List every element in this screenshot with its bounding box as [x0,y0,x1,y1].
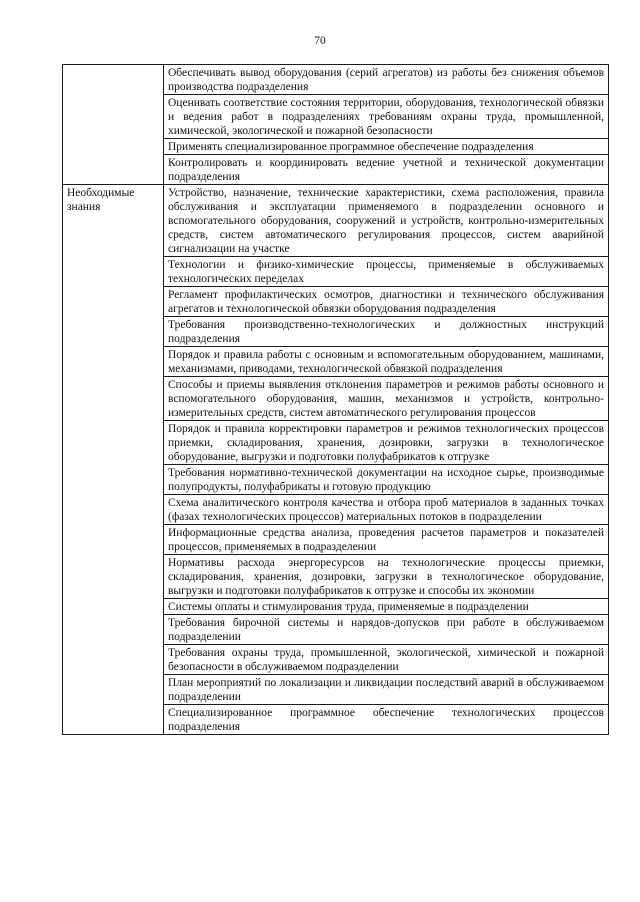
knowledge-label: Необходимые знания [63,185,164,735]
knowledge-item: Регламент профилактических осмотров, диагностики и технического обслуживания агрегатов и технологической обвязки оборудования подразделения [164,287,609,317]
knowledge-item: Специализированное программное обеспечение технологических процессов подразделения [164,705,609,735]
knowledge-item: Способы и приемы выявления отклонения параметров и режимов работы основного и вспомогательного оборудования, машин, механизмов и устройств, контрольно-измерительных средств, систем автоматического регулирования процессов [164,377,609,421]
knowledge-item: Схема аналитического контроля качества и отбора проб материалов в заданных точках (фазах технологических процессов) материальных потоков в подразделении [164,495,609,525]
page-number: 70 [314,35,326,47]
knowledge-item: Требования нормативно-технической документации на исходное сырье, производимые полупродукты, полуфабрикаты и готовую продукцию [164,465,609,495]
knowledge-item: Требования бирочной системы и нарядов-допусков при работе в обслуживаемом подразделении [164,615,609,645]
skill-item: Контролировать и координировать ведение учетной и технической документации подразделения [164,155,609,185]
skill-item: Обеспечивать вывод оборудования (серий агрегатов) из работы без снижения объемов производства подразделения [164,65,609,95]
knowledge-item: Нормативы расхода энергоресурсов на технологические процессы приемки, складирования, хранения, дозировки, загрузки в технологическое оборудование, выгрузки и подготовки полуфабрикатов к отгрузке и способы их экономии [164,555,609,599]
knowledge-item: Порядок и правила корректировки параметров и режимов технологических процессов приемки, складирования, хранения, дозировки, загрузки в технологическое оборудование, выгрузки и подготовки полуфабрикатов к отгрузке [164,421,609,465]
knowledge-item: План мероприятий по локализации и ликвидации последствий аварий в обслуживаемом подразделении [164,675,609,705]
knowledge-item: Устройство, назначение, технические характеристики, схема расположения, правила обслуживания и эксплуатации применяемого в подразделении основного и вспомогательного оборудования, сооружений и устройств, контрольно-измерительных средств, систем автоматического регулирования процессов, систем аварийной сигнализации на участке [164,185,609,257]
knowledge-item: Информационные средства анализа, проведения расчетов параметров и показателей процессов, применяемых в подразделении [164,525,609,555]
knowledge-item: Порядок и правила работы с основным и вспомогательным оборудованием, машинами, механизмами, приводами, технологической обвязкой подразделения [164,347,609,377]
skill-item: Оценивать соответствие состояния территории, оборудования, технологической обвязки и ведения работ в подразделениях требованиям охраны труда, промышленной, химической, экологической и пожарной безопасности [164,95,609,139]
knowledge-item: Системы оплаты и стимулирования труда, применяемые в подразделении [164,599,609,615]
table-row [63,185,609,257]
knowledge-item: Требования производственно-технологических и должностных инструкций подразделения [164,317,609,347]
competency-table [62,64,609,735]
knowledge-item: Требования охраны труда, промышленной, экологической, химической и пожарной безопасности в обслуживаемом подразделении [164,645,609,675]
table-row [63,65,609,95]
knowledge-item: Технологии и физико-химические процессы, применяемые в обслуживаемых технологических переделах [164,257,609,287]
empty-label-cell [63,65,164,185]
skill-item: Применять специализированное программное обеспечение подразделения [164,139,609,155]
